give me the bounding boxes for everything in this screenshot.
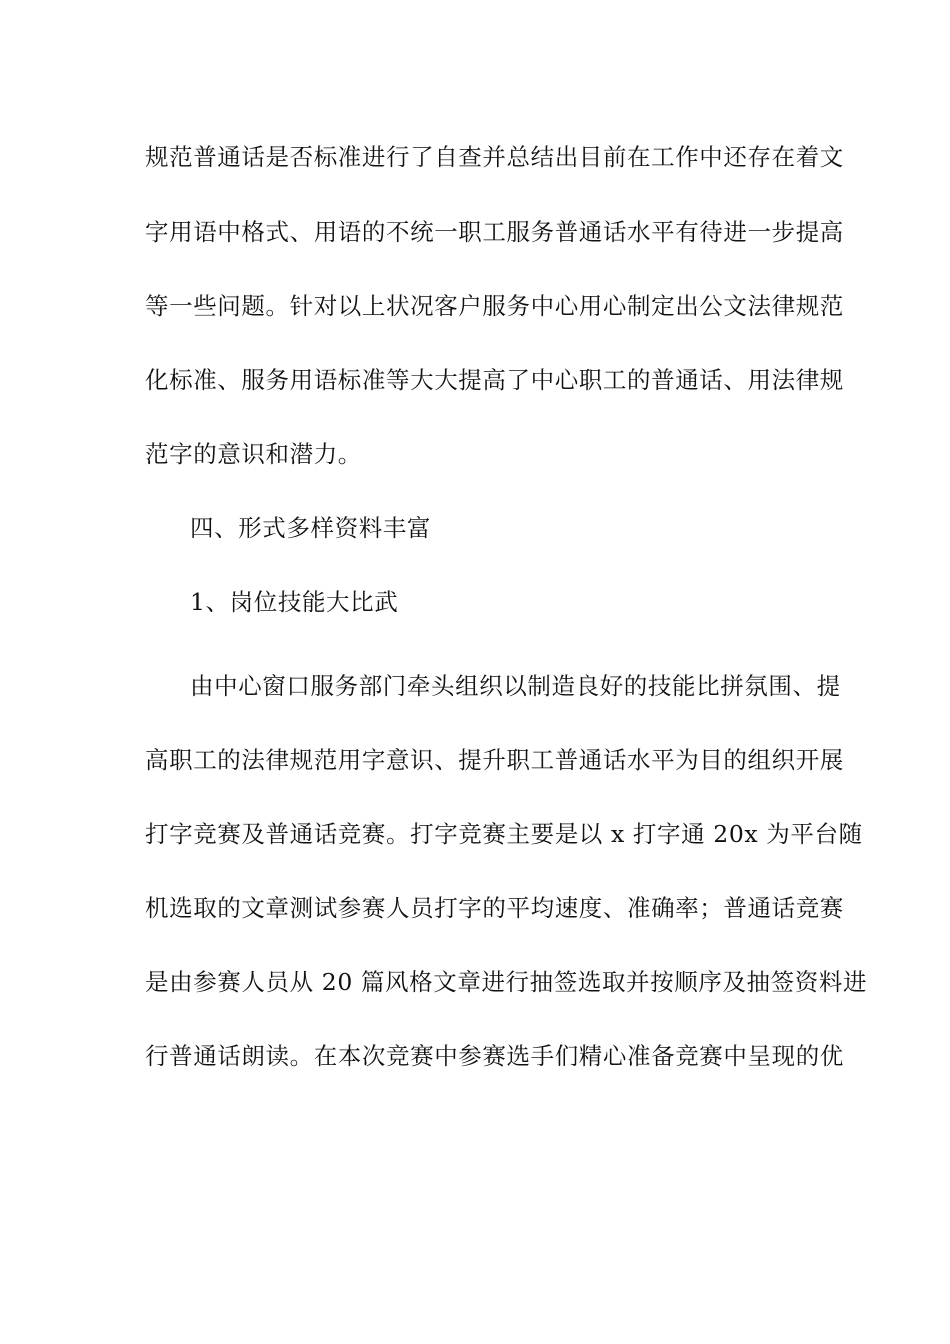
subsection-heading: 1、岗位技能大比武 — [190, 588, 399, 616]
paragraph-line: 打字竞赛及普通话竞赛。打字竞赛主要是以 x 打字通 20x 为平台随 — [145, 820, 863, 848]
paragraph-line: 由中心窗口服务部门牵头组织以制造良好的技能比拼氛围、提 — [190, 672, 841, 700]
paragraph-line: 高职工的法律规范用字意识、提升职工普通话水平为目的组织开展 — [145, 746, 844, 774]
section-heading: 四、形式多样资料丰富 — [190, 514, 431, 542]
paragraph-line: 字用语中格式、用语的不统一职工服务普通话水平有待进一步提高 — [145, 218, 844, 246]
paragraph-line: 机选取的文章测试参赛人员打字的平均速度、准确率；普通话竞赛 — [145, 894, 844, 922]
paragraph-line: 范字的意识和潜力。 — [145, 440, 362, 468]
paragraph-line: 行普通话朗读。在本次竞赛中参赛选手们精心准备竞赛中呈现的优 — [145, 1042, 844, 1070]
paragraph-line: 是由参赛人员从 20 篇风格文章进行抽签选取并按顺序及抽签资料进 — [145, 968, 868, 996]
paragraph-line: 等一些问题。针对以上状况客户服务中心用心制定出公文法律规范 — [145, 292, 844, 320]
paragraph-line: 规范普通话是否标准进行了自查并总结出目前在工作中还存在着文 — [145, 143, 844, 171]
paragraph-line: 化标准、服务用语标准等大大提高了中心职工的普通话、用法律规 — [145, 366, 844, 394]
